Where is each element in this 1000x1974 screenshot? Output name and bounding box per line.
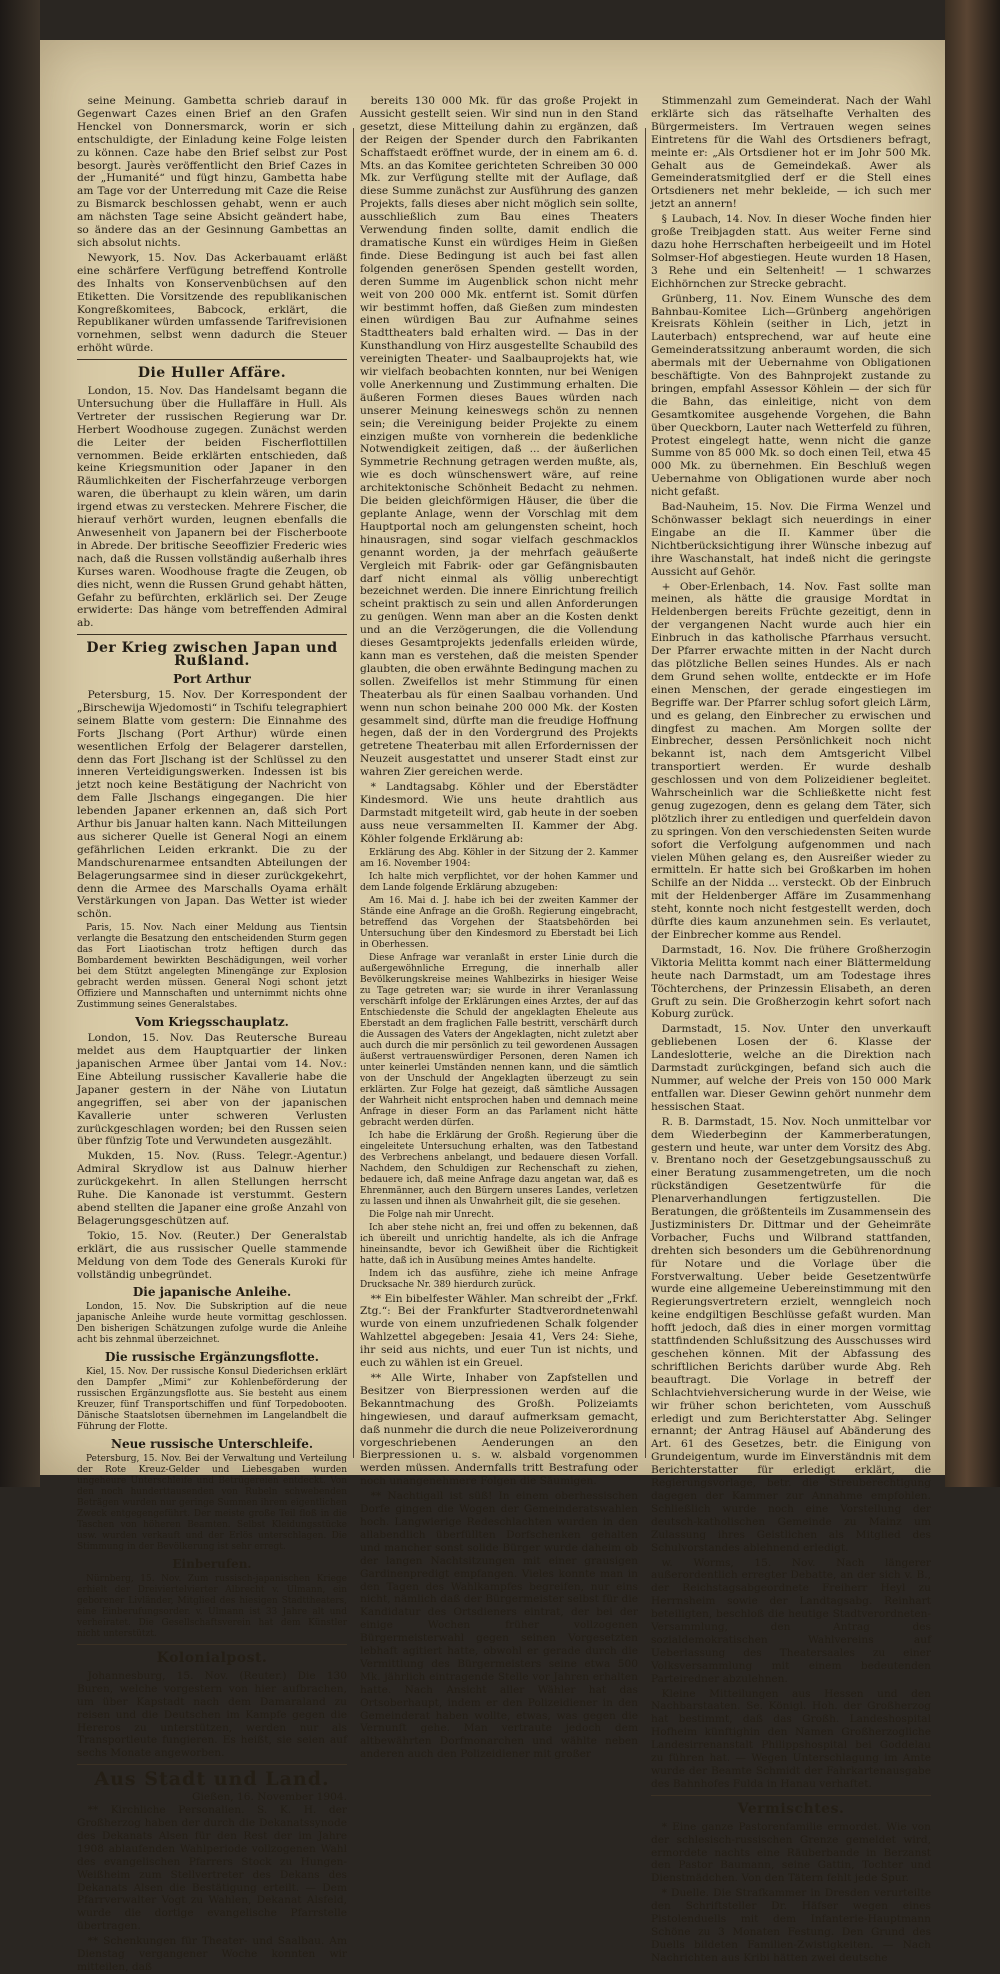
separator [77, 1764, 347, 1765]
paragraph: Petersburg, 15. Nov. Bei der Verwaltung und Verteilung der Rote Kreuz-Gelder und Liebesgaben wurden ungeheure Unterschleife und Betrügereien entdeckt. Von den noch hunderttausenden von Rubeln schwebenden Beträgen wurden nur geringe Summen ihrem eigentlichen Zweck entgegengeführt. Der meiste große Teil floß in die Taschen von höheren Beamten. Selbst Kleidungsstücke usw. wurden verkauft und der Erlös unterschlagen. Die Stimmung in der Bevölkerung ist sehr erregt. [77, 1454, 347, 1553]
subheading: Einberufen. [172, 1557, 252, 1572]
paragraph: Erklärung des Abg. Köhler in der Sitzung der 2. Kammer am 16. November 1904: [360, 847, 638, 869]
paragraph: Stimmenzahl zum Gemeinderat. Nach der Wahl erklärte sich das rätselhafte Verhalten des Bürgermeisters. Im Vertrauen wegen seines Eintretens für die Wahl des Ortsdieners befragt, meinte er: „Als Ortsdiener hot er im Johr 500 Mk. Gehalt aus de Gemeindekaß. Awer als Gemeinderatsmitglied derf er die Stell eines Ortsdieners net mehr bekleide, — ich such mer jetzt an annern! [651, 95, 931, 211]
paragraph: Am 16. Mai d. J. habe ich bei der zweiten Kammer der Stände eine Anfrage an die Großh. Regierung eingebracht, betreffend das Vorgehen der Staatsbehörden bei Untersuchung über den Kindesmord zu Eberstadt bei Lich in Oberhessen. [360, 895, 638, 950]
paragraph: Darmstadt, 16. Nov. Die frühere Großherzogin Viktoria Melitta kommt nach einer Blättermeldung heute nach Darmstadt, um am Todestage ihres Töchterchens, der Prinzessin Elisabeth, an deren Gruft zu sein. Die Großherzogin kehrt sofort nach Koburg zurück. [651, 943, 931, 1021]
paragraph: Darmstadt, 15. Nov. Unter den unverkauft gebliebenen Losen der 6. Klasse der Landeslotterie, welche an die Direktion nach Darmstadt zurückgingen, befand sich auch die Nummer, auf welche der Preis von 150 000 Mark entfallen war. Dieser Gewinn gehört nunmehr dem hessischen Staat. [651, 1023, 931, 1113]
paragraph: + Ober-Erlenbach, 14. Nov. Fast sollte man meinen, als hätte die grausige Mordtat in Heldenbergen bereits Früchte gezeitigt, denn in der vergangenen Nacht wurde auch hier ein Einbruch in das katholische Pfarrhaus versucht. Der Pfarrer erwachte mitten in der Nacht durch das plötzliche Bellen seines Hundes. Als er nach dem Grund sehen wollte, entdeckte er im Hofe einen Menschen, der gerade eingestiegen im Begriffe war. Der Pfarrer schlug sofort gleich Lärm, und es gelang, den Einbrecher zu erwischen und dingfest zu machen. Am Morgen sollte der Einbrecher, dessen Persönlichkeit noch nicht bekannt ist, nach dem Amtsgericht Vilbel transportiert werden. Er wurde deshalb geschlossen und von dem Polizeidiener begleitet. Wahrscheinlich war die Schließkette nicht fest genug zugezogen, denn es gelang dem Täter, sich plötzlich ihrer zu entledigen und querfeldein davon zu springen. Von den verschiedensten Seiten wurde sofort die Verfolgung aufgenommen und nach vielen Mühen gelang es, den Ausreißer wieder zu ermitteln. Er hatte sich bei Großkarben im hohen Schilfe an der Nidda ... versteckt. Ob der Einbruch mit der Heldenberger Affäre im Zusammenhang steht, konnte noch nicht festgestellt werden, doch dürfte dies kaum anzunehmen sein. Es verlautet, der Einbrecher komme aus Rendel. [651, 580, 931, 941]
paragraph: Die Folge nah mir Unrecht. [369, 1209, 494, 1220]
paragraph: § Laubach, 14. Nov. In dieser Woche finden hier große Treibjagden statt. Aus weiter Ferne sind dazu hohe Herrschaften herbeigeeilt und im Hotel Solmser-Hof abgestiegen. Heute wurden 18 Hasen, 3 Rehe und ein Seltenheit! — 1 schwarzes Eichhörnchen zur Strecke gebracht. [651, 213, 931, 290]
column-rule [645, 128, 646, 1458]
subheading: Vom Kriegsschauplatz. [135, 1015, 289, 1030]
newspaper-page [40, 40, 945, 1973]
paragraph: Kleine Mitteilungen aus Hessen und den Nachbarstaaten. Se. Königl. Hoh. der Großherzog hat bestimmt, daß das Großh. Landeshospital Hofheim künftighin den Namen Großherzogliche Landesirrenanstalt Philippshospital bei Goddelau zu führen hat. — Wegen Unterschlagung im Amte wurde der Beamte Schmidt der Fahrkartenausgabe des Bahnhofes Fulda in Hanau verhaftet. [651, 1687, 931, 1790]
paragraph: Tokio, 15. Nov. (Reuter.) Der Generalstab erklärt, die aus russischer Quelle stammende Meldung von dem Tode des Generals Kuroki für vollständig unbegründet. [77, 1229, 347, 1281]
heading: Der Krieg zwischen Japan und Rußland. [86, 640, 338, 670]
paragraph: w. Worms, 15. Nov. Nach längerer außerordentlich erregter Debatte, an der sich v. B., der Reichstagsabgeordnete Freiherr Heyl zu Herrnsheim sowie der Landtagsabg. Reinhart beteiligten, beschloß die heutige Stadtverordneten-Versammlung, den Antrag des sozialdemokratischen Wahlvereins auf Ueberlassung des Theatersaales zu einer Volksversammlung mit einem bedeutenden Parteiredner abzulehnen. [651, 1556, 931, 1685]
subheading: Die japanische Anleihe. [132, 1285, 292, 1300]
section-title: Aus Stadt und Land. [94, 1768, 330, 1791]
paragraph: ** Alle Wirte, Inhaber von Zapfstellen und Besitzer von Bierpressionen werden auf die Bekanntmachung des Großh. Polizeiamts hingewiesen, und darauf aufmerksam gemacht, daß nunmehr die durch die neue Polizeiverordnung vorgeschriebenen Aenderungen an den Bierpressionen u. s. w. alsbald vorgenommen werden müssen. Andernfalls tritt Bestrafung oder noch unangenehmere Folgen die Säumigen. [360, 1372, 638, 1488]
scan-right-edge [945, 0, 1000, 1487]
paragraph: Johannesburg, 15. Nov. (Reuter.) Die 130 Buren, welche vorgestern von hier aufbrachen, um über Kapstadt nach dem Damaraland zu reisen und die Deutschen im Kampfe gegen die Hereros zu unterstützen, werden nur als Transportleute fungieren. Es heißt, sie seien auf sechs Monate angeworben. [77, 1669, 347, 1760]
dateline: Gießen, 16. November 1904. [192, 1791, 347, 1804]
scan-left-edge [0, 0, 40, 1487]
paragraph: London, 15. Nov. Das Handelsamt begann die Untersuchung über die Hullaffäre in Hull. Als Vertreter der russischen Regierung war Dr. Herbert Woodhouse zugegen. Zunächst werden die Leiter der beiden Fischerflottillen vernommen. Beide erklärten entschieden, daß keine Kriegsmunition oder Japaner in den Räumlichkeiten der Fischerfahrzeuge verborgen waren, die überhaupt zu klein wären, um darin irgend etwas zu verstecken. Mehrere Fischer, die hierauf verhört wurden, leugnen ebenfalls die Anwesenheit von Japanern bei der Fischerboote in Abrede. Der britische Seeoffizier Frederic wies nach, daß die Russen vollständig außerhalb ihres Kurses waren. Woodhouse fragte die Zeugen, ob dies nicht, wenn die Russen Grund gehabt hätten, Gefahr zu befürchten, erklärlich sei. Der Zeuge erwiderte: Das hänge vom betreffenden Admiral ab. [77, 385, 347, 630]
paragraph: Bad-Nauheim, 15. Nov. Die Firma Wenzel und Schönwasser beklagt sich neuerdings in einer Eingabe an die II. Kammer über die Nichtberücksichtigung ihrer Wünsche inbezug auf ihre Waschanstalt, hat indeß nicht die geringste Aussicht auf Gehör. [651, 501, 931, 578]
separator [77, 1644, 347, 1645]
paragraph: * Landtagsabg. Köhler und der Eberstädter Kindesmord. Wie uns heute drahtlich aus Darmstadt mitgeteilt wird, gab heute in der soeben auss neue versammelten II. Kammer der Abg. Köhler folgende Erklärung ab: [360, 781, 638, 845]
column-rule [353, 128, 354, 1458]
paragraph: ** Kirchliche Personalien. S. K. H. der Großherzog haben der durch die Dekanatssynode des Dekanats Alsen für den Rest der im Jahre 1908 ablaufenden Wahlperiode vollzogenen Wahl des evangelischen Pfarrers Stock zu Hungen-Weißheim zum Stellvertreter des Dekans des Dekanats Alsen die Bestätigung erteilt. — Dem Pfarrverwalter Vogt zu Wahlen, Dekanat Alsfeld, wurde die dortige evangelische Pfarrstelle übertragen. [77, 1804, 347, 1933]
column-1 [77, 95, 347, 1973]
paragraph: * Duelle. Die Strafkammer in Dresden verurteilte den Schriftsteller Dr. Häfser wegen eines Pistolenduells mit dem Infanterie-Hauptmann Schöne zu 3 Monaten Festung. Den Grund des Duells bildeten Familien-Zwistigkeiten. — Nach Nachrichten aus Kribi hätten zwei deutsche [651, 1887, 931, 1964]
paragraph: * Eine ganze Pastorenfamilie ermordet. Wie von der schlesisch-russischen Grenze gemeldet wird, ermordete nachts eine Räuberbande in Berzanst den Pastor Baumann, seine Gattin, Tochter und Dienstmädchen. Von den Tätern fehlt jede Spur. [651, 1820, 931, 1885]
paragraph: ** Nachtigall ist süß! In einem oberhessischen Dorfe gingen die Wogen der Gemeinderatswahlen hoch. Langwierige Redeschlachten wurden in den allabendlich überfüllten Dorfschenken gehalten und mancher sonst solide Bürger wurde daheim ob der langen Nachtsitzungen mit einer grausigen Gardinenpredigt empfangen. Vieles konnte man in den Tagen des Wahlkampfes begreifen, nur eins nicht, nämlich daß der Bürgermeister selbst für die Kandidatur des Ortsdieners eintrat, der bei der einige Wochen früher vollzogenen Bürgermeisterwahl gegen seinen Vorgesetzten lebhaft agitiert hatte, obwohl er gerade durch die Vermittlung des Bürgermeisters seine etwa 500 Mk. jährlich eintragende Stelle vor Jahren erhalten hatte. Nach Ansicht aller Wähler hat das Ortsoberhaupt, indem er den Polizeidiener in den Gemeinderat haben wollte, etwas, was gegen die Vernunft gehe. Man vertraute jedoch dem altbewährten Dorfmonarchen und wählte neben anderen auch den Polizeidiener mit großer [360, 1490, 638, 1761]
paragraph: seine Meinung. Gambetta schrieb darauf in Gegenwart Cazes einen Brief an den Grafen Henckel von Donnersmarck, worin er sich entschuldigte, der Einladung keine Folge leisten zu können. Caze habe den Brief selbst zur Post besorgt. Jaurès veröffentlicht den Brief Cazes in der „Humanité“ und fügt hinzu, Gambetta habe am Tage vor der Unterredung mit Caze die Reise zu Bismarck beschlossen gehabt, wenn er auch am nächsten Tage seine Absicht geändert habe, so ändere das an der Gesinnung Gambettas an sich absolut nichts. [77, 95, 347, 249]
paragraph: Mukden, 15. Nov. (Russ. Telegr.-Agentur.) Admiral Skrydlow ist aus Dalnuw hierher zurückgekehrt. In allen Stellungen herrscht Ruhe. Die Kanonade ist verstummt. Gestern abend stellten die Japaner eine große Anzahl von Belagerungsgeschützen auf. [77, 1150, 347, 1227]
subheading: Neue russische Unterschleife. [110, 1437, 314, 1452]
paragraph: ** Ein bibelfester Wähler. Man schreibt der „Frkf. Ztg.“: Bei der Frankfurter Stadtverordnetenwahl wurde von einem unzufriedenen Schalk folgender Wahlzettel abgegeben: Jesaia 41, Vers 24: Siehe, ihr seid aus nichts, und euer Tun ist nichts, und euch zu wählen ist ein Greuel. [360, 1292, 638, 1370]
column-2 [360, 95, 638, 1761]
subheading: Die russische Ergänzungsflotte. [105, 1350, 319, 1365]
heading: Kolonialpost. [156, 1650, 268, 1667]
paragraph: bereits 130 000 Mk. für das große Projekt in Aussicht gestellt seien. Wir sind nun in den Stand gesetzt, diese Mitteilung dahin zu ergänzen, daß der Reigen der Spender durch den Fabrikanten Schaffstaedt eröffnet wurde, der in einem am 6. d. Mts. an das Komitee gerichteten Schreiben 30 000 Mk. zur Verfügung stellte mit der Auflage, daß diese Summe zunächst zur Ausführung des ganzen Projekts, falls dieses aber nicht möglich sein sollte, ausschließlich zum Bau eines Theaters Verwendung finden sollte, damit endlich die dramatische Kunst ein würdiges Heim in Gießen finde. Diese Bedingung ist auch bei fast allen folgenden generösen Spenden gestellt worden, deren Summe im Augenblick schon nicht mehr weit von 200 000 Mk. entfernt ist. Somit dürfen wir bestimmt hoffen, daß Gießen zum mindesten einen würdigen Bau zur Aufnahme seines Stadttheaters bald erhalten wird. — Das in der Kunsthandlung von Hirz ausgestellte Schaubild des vereinigten Theater- und Saalbauprojekts hat, wie wir vielfach beobachten konnten, nur bei Wenigen volle Anerkennung und Zustimmung erhalten. Die äußeren Formen dieses Baues würden nach unserer Meinung keineswegs schön zu nennen sein; die Vereinigung beider Projekte zu einem einzigen mußte von vornherein die bedenkliche Notwendigkeit zeitigen, daß ... der äußerlichen Symmetrie Rechnung getragen werden mußte, als, wie es doch wünschenswert wäre, auf reine architektonische Schönheit Bedacht zu nehmen. Die beiden gleichförmigen Häuser, die über die geplante Anlage, wenn der Vorschlag mit dem Hauptportal noch am gelungensten scheint, hoch hinausragen, sind sogar vielfach geschmacklos genannt worden, ja der mehrfach geäußerte Vergleich mit Fabrik- oder gar Gefängnisbauten darf nicht einmal als völlig unberechtigt bezeichnet werden. Die innere Einrichtung freilich scheint praktisch zu sein und allen Anforderungen zu genügen. Wenn man aber an die Kosten denkt und an die Verzögerungen, die die Vollendung dieses Gesamtprojekts jedenfalls erleiden würde, kann man es verstehen, daß die meisten Spender glaubten, die oben erwähnte Bedingung machen zu sollen. Zweifellos ist mehr Stimmung für einen Theaterbau als für einen Saalbau vorhanden. Und wenn nun schon beinahe 200 000 Mk. der Kosten gesammelt sind, dürfte man die freudige Hoffnung hegen, daß der in den Vordergrund des Projekts getretene Theaterbau mit allen Erfordernissen der Neuzeit ausgestattet und unserer Stadt einst zur wahren Zier gereichen werde. [360, 95, 638, 779]
paragraph: Petersburg, 15. Nov. Der Korrespondent der „Birschewija Wjedomosti“ in Tschifu telegraphiert seinem Blatte vom gestern: Die Einnahme des Forts Jlschang (Port Arthur) würde einen wesentlichen Erfolg der Belagerer darstellen, denn das Fort Jlschang ist der Schlüssel zu den inneren Verteidigungswerken. Indessen ist bis jetzt noch keine Bestätigung der Nachricht von dem Falle Jlschangs eingegangen. Die hier lebenden Japaner erkennen an, daß sich Port Arthur bis Januar halten kann. Nach Mitteilungen aus sicherer Quelle ist General Nogi an einem gefährlichen Leiden erkrankt. Die zu der Mandschurenarmee entsandten Abteilungen der Belagerungsarmee sind in dieser zurückgekehrt, denn die Armee des Marschalls Oyama erhält Verstärkungen von Japan. Das Wetter ist wieder schön. [77, 688, 347, 921]
paragraph: London, 15. Nov. Das Reutersche Bureau meldet aus dem Hauptquartier der linken japanischen Armee über Jantai vom 14. Nov.: Eine Abteilung russischer Kavallerie habe die Japaner gestern in der Nähe von Liutatun angegriffen, sei aber von der japanischen Kavallerie unter schweren Verlusten zurückgeschlagen worden; bei den Russen seien über fünfzig Tote und Verwundeten ausgezählt. [77, 1032, 347, 1148]
paragraph: Grünberg, 11. Nov. Einem Wunsche des dem Bahnbau-Komitee Lich—Grünberg angehörigen Kreisrats Köhlein (seither in Lich, jetzt in Lauterbach) entsprechend, war auf heute eine Gemeinderatssitzung anberaumt worden, die sich abermals mit der Uebernahme von Obligationen beschäftigte. Von des Bahnprojekt zustande zu bringen, empfahl Assessor Köhlein — der sich für die Bahn, das einleitige, nicht von dem Gesamtkomitee ausgehende Vorgehen, die Bahn über Queckborn, Lauter nach Wetterfeld zu führen, Protest eingelegt hatte, wenn nicht die ganze Summe von 85 000 Mk. so doch einen Teil, etwa 45 000 Mk. zu übernehmen. Ein Beschluß wegen Uebernahme von Obligationen wurde aber noch nicht gefaßt. [651, 292, 931, 499]
paragraph: ** Schenkungen für Theater- und Saalbau. Am Dienstag vergangener Woche konnten wir mitteilen, daß [77, 1935, 347, 1973]
paragraph: Indem ich das ausführe, ziehe ich meine Anfrage Drucksache Nr. 389 hierdurch zurück. [360, 1268, 638, 1290]
subheading: Port Arthur [173, 672, 251, 687]
paragraph: Paris, 15. Nov. Nach einer Meldung aus Tientsin verlangte die Besatzung den entscheidenden Sturm gegen das Fort Liaotischan trotz heftigen durch das Bombardement bewirkten Beschädigungen, weil vorher bei dem Stützt angelegten Minengänge zur Explosion gebracht werden müssen. General Nogi schont jetzt Offiziere und Mannschaften und unternimmt nichts ohne Zustimmung seines Generalstabes. [77, 923, 347, 1011]
separator [77, 359, 347, 360]
paragraph: Diese Anfrage war veranlaßt in erster Linie durch die außergewöhnliche Erregung, die innerhalb aller Bevölkerungskreise meines Wahlbezirks in hiesiger Weise zu Tage getreten war; sie wurde in ihrer Veranlassung verschärft infolge der Erklärungen eines Arztes, der auf das Entschiedenste die Schuld der angeklagten Eheleute aus Eberstadt an dem fraglichen Falle bestritt, verschärft durch die Aussagen des Vaters der Angeklagten, nicht zuletzt aber auch durch die mir persönlich zu teil gewordenen Aussagen äußerst vertrauenswürdiger Personen, deren Namen ich unter keinerlei Umständen nennen kann, und die sämtlich von der Unschuld der Angeklagten überzeugt zu sein erklärten. Zur Folge hat gezeigt, daß sämtliche Aussagen der Wahrheit nicht entsprochen haben und demnach meine Anfrage in dieser Form an das Parlament nicht hätte gebracht werden dürfen. [360, 952, 638, 1128]
paragraph: Ich habe die Erklärung der Großh. Regierung über die eingeleitete Untersuchung erhalten, was den Tatbestand des Verbrechens anbelangt, und bedauere diesen Vorfall. Nachdem, den Schuldigen zur Rechenschaft zu ziehen, bedauere ich, daß meine Anfrage dazu angetan war, daß es Ehrenmänner, auch den Bürgern unseres Landes, verletzen zu lassen und ihnen als Unwahrheit gilt, die sie gesehen. [360, 1130, 638, 1207]
column-3 [651, 95, 931, 1964]
separator [651, 1795, 931, 1796]
paragraph: R. B. Darmstadt, 15. Nov. Noch unmittelbar vor dem Wiederbeginn der Kammerberatungen, gestern und heute, war unter dem Vorsitz des Abg. v. Brentano noch der Gesetzgebungsausschuß zu einer Beratung zusammengetreten, um die noch rückständigen Gesetzentwürfe für die Plenarverhandlungen fertigzustellen. Die Beratungen, die größtenteils im Zusammensein des Justizministers Dr. Dittmar und der Geheimräte Vorbacher, Fuchs und Wilbrand stattfanden, drehten sich besonders um die Gebührenordnung für Notare und die Vorlage über die Forstverwaltung. Ueber beide Gesetzentwürfe wurde eine allgemeine Uebereinstimmung mit den Regierungsvertretern erzielt, wenngleich noch keine endgiltigen Beschlüsse gefaßt wurden. Man hofft jedoch, daß dies in einer morgen vormittag stattfindenden Schlußsitzung des Ausschusses wird geschehen können. Mit der Abfassung des schriftlichen Berichts darüber wurde Abg. Reh beauftragt. Die Vorlage in betreff der Schlachtviehversicherung wurde in der Weise, wie wir früher schon berichteten, vom Ausschuß erledigt und zum Berichterstatter Abg. Selinger ernannt; der Antrag Häusel auf Abänderung des Art. 61 des Gesetzes, betr. die Einigung von Grundeigentum, wurde im Einverständnis mit dem Berichterstatter für erledigt erklärt, die Regierungsvorlage, betr. die Streuberechtigung dagegen der Kammer zur Annahme empfohlen. Schließlich wurde noch eine Vorstellung der deutsch-katholischen Gemeinde zu Mainz um Zulassung ihres Geistlichen als Mitglied des Schulvorstandes ablehnend erledigt. [651, 1115, 931, 1554]
heading: Vermischtes. [737, 1800, 845, 1817]
paragraph: Ich halte mich verpflichtet, vor der hohen Kammer und dem Lande folgende Erklärung abzugeben: [360, 871, 638, 893]
paragraph: Nürnberg, 15. Nov. Zum russisch-japanischen Kriege erhielt der Dreiviertelvierter Albrecht v. Ulmann, ein geborener Livländer, Mitglied des hiesigen Stadttheaters, eine Einberufungsorder. v. Ulmann ist 33 Jahre alt und verheiratet. Die Gesellschaftsverein hat dem Künstler nicht unterstützt. [77, 1574, 347, 1640]
separator [77, 634, 347, 635]
paragraph: London, 15. Nov. Die Subskription auf die neue japanische Anleihe wurde heute vormittag geschlossen. Den bisherigen Schätzungen zufolge wurde die Anleihe acht bis zehnmal überzeichnet. [77, 1302, 347, 1346]
paragraph: Newyork, 15. Nov. Das Ackerbauamt erläßt eine schärfere Verfügung betreffend Kontrolle des Inhalts von Konservenbüchsen auf den Etiketten. Die Vorsitzende des republikanischen Kongreßkomitees, Babcock, erklärt, die Republikaner würden umfassende Tarifrevisionen vornehmen, selbst wenn dadurch die Steuer erhöht würde. [77, 251, 347, 355]
paragraph: Ich aber stehe nicht an, frei und offen zu bekennen, daß ich übereilt und unrichtig handelte, als ich die Anfrage hineinsandte, bevor ich Gewißheit über die Richtigkeit hatte, daß ich in Ausübung meines Amtes handelte. [360, 1222, 638, 1266]
paragraph: Kiel, 15. Nov. Der russische Konsul Diederichsen erklärt den Dampfer „Mimi“ zur Kohlenbeförderung der russischen Ergänzungsflotte aus. Sie besteht aus einem Kreuzer, fünf Transportschiffen und fünf Torpedobooten. Dänische Staatslotsen übernehmen im Langelandbelt die Führung der Flotte. [77, 1367, 347, 1433]
heading: Die Huller Affäre. [137, 365, 287, 382]
